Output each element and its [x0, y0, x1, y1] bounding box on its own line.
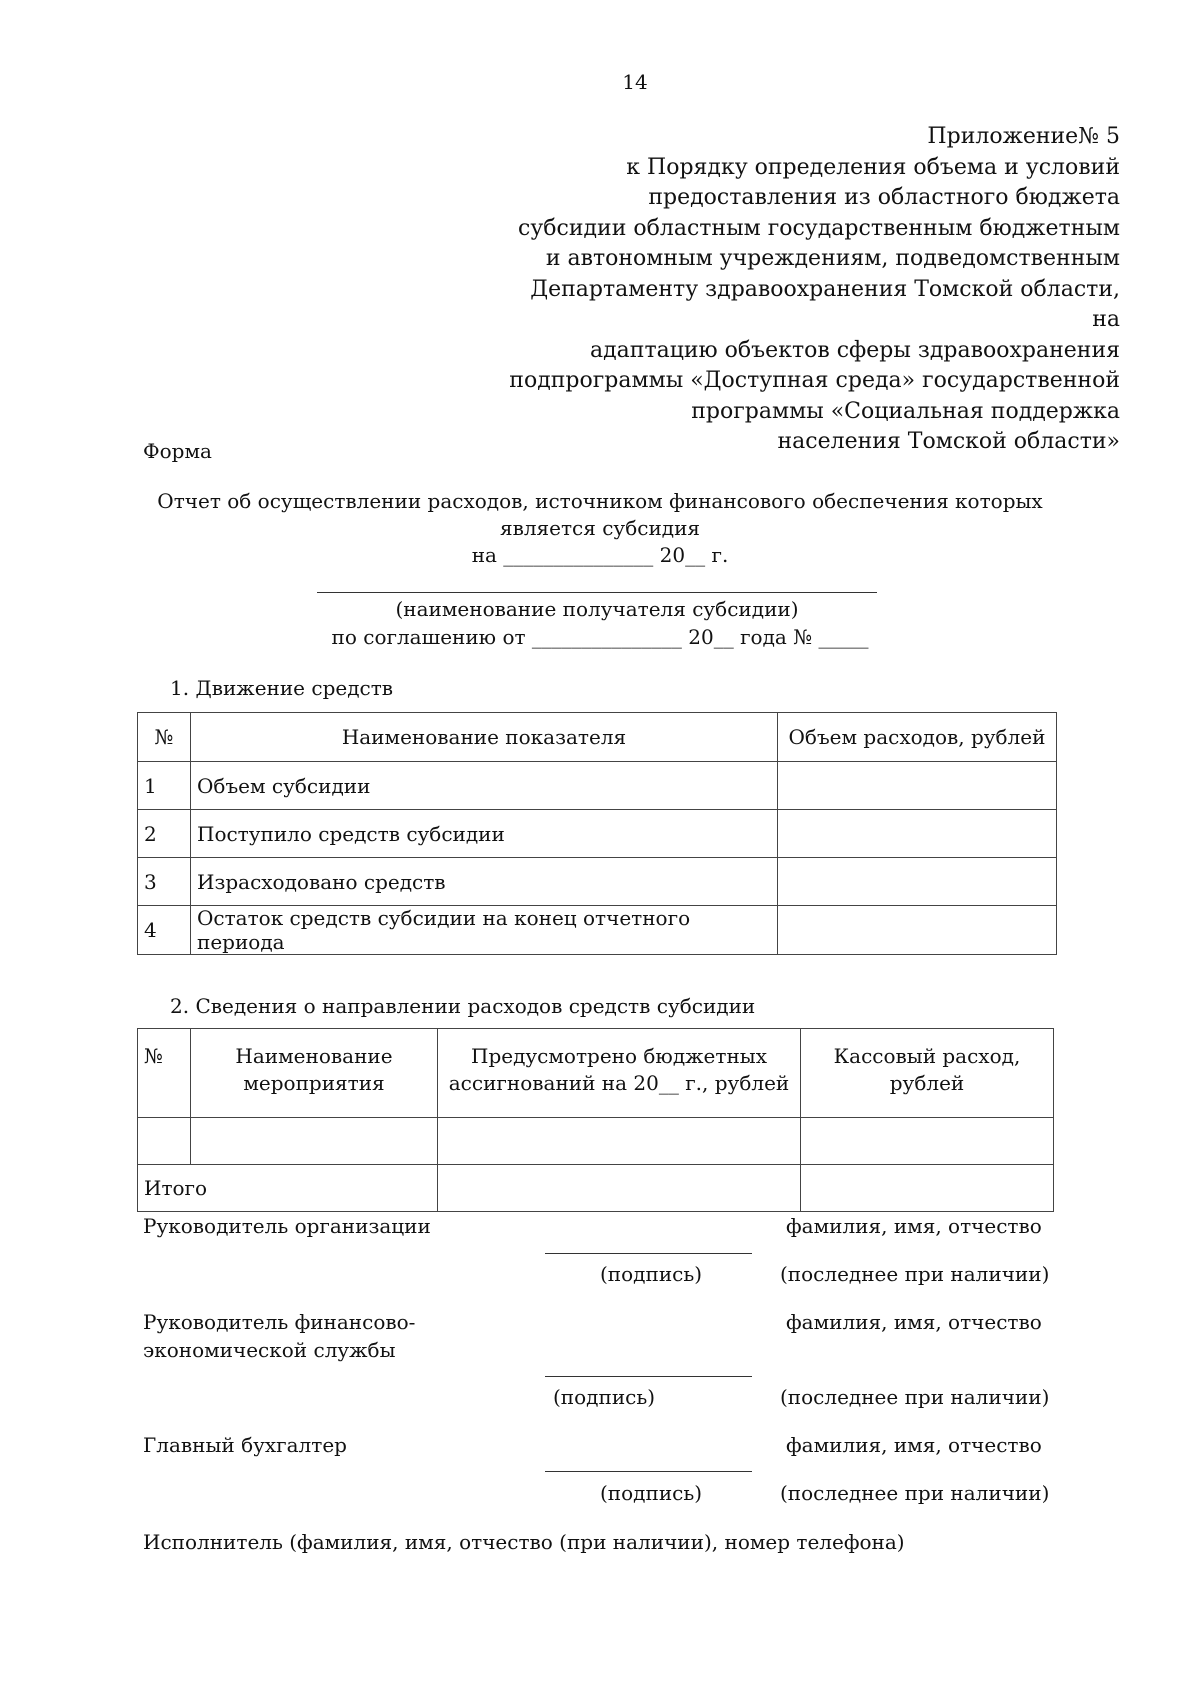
row-number[interactable] [138, 1118, 191, 1165]
agreement-line: по соглашению от _______________ 20__ года № _____ [331, 625, 869, 649]
signature-caption: (подпись) [600, 1262, 703, 1286]
table-row [138, 1118, 1054, 1165]
page-number: 14 [622, 70, 648, 94]
section1-title: 1. Движение средств [170, 676, 394, 700]
total-planned[interactable] [438, 1165, 801, 1212]
table-header-row [138, 1029, 1054, 1118]
fio-caption: фамилия, имя, отчество [786, 1214, 1042, 1238]
signature-line[interactable] [545, 1376, 752, 1377]
row-number: 1 [138, 762, 191, 810]
row-amount[interactable] [778, 906, 1057, 955]
title-line: является субсидия [499, 516, 701, 540]
signature-line[interactable] [545, 1253, 752, 1254]
row-cash[interactable] [801, 1118, 1054, 1165]
executor-line: Исполнитель (фамилия, имя, отчество (при наличии), номер телефона) [143, 1530, 905, 1554]
fio-caption: фамилия, имя, отчество [786, 1310, 1042, 1334]
table-header-row [138, 713, 1057, 762]
title-line: Отчет об осуществлении расходов, источником финансового обеспечения которых [157, 489, 1043, 513]
chief-accountant-label: Главный бухгалтер [143, 1433, 347, 1457]
appendix-line: предоставления из областного бюджета [648, 185, 1120, 210]
row-number: 3 [138, 858, 191, 906]
header-line: Наименование [235, 1044, 393, 1068]
report-title [140, 488, 1060, 569]
total-row [138, 1165, 1054, 1212]
fio-note: (последнее при наличии) [780, 1385, 1050, 1409]
row-event[interactable] [191, 1118, 438, 1165]
col-number-header: № [138, 1029, 191, 1118]
head-fin-label-line1: Руководитель финансово- [143, 1310, 416, 1334]
header-line: мероприятия [243, 1071, 385, 1095]
appendix-line: субсидии областным государственным бюджетным [518, 215, 1120, 241]
row-name: Остаток средств субсидии на конец отчетного периода [191, 906, 778, 955]
table-row [138, 762, 1057, 810]
row-planned[interactable] [438, 1118, 801, 1165]
title-line: на _______________ 20__ г. [471, 543, 729, 567]
signature-line[interactable] [545, 1471, 752, 1472]
section2-title: 2. Сведения о направлении расходов средств субсидии [170, 994, 756, 1018]
col-number-header: № [138, 713, 191, 762]
table-row [138, 858, 1057, 906]
col-amount-header: Объем расходов, рублей [778, 713, 1057, 762]
appendix-line: адаптацию объектов сферы здравоохранения [590, 337, 1120, 363]
total-cash[interactable] [801, 1165, 1054, 1212]
row-amount[interactable] [778, 858, 1057, 906]
col-cash-header [801, 1029, 1054, 1118]
fio-note: (последнее при наличии) [780, 1481, 1050, 1505]
form-label: Форма [143, 439, 212, 463]
appendix-line: программы «Социальная поддержка [691, 398, 1120, 424]
header-line: Кассовый расход, [833, 1044, 1021, 1068]
header-line: Предусмотрено бюджетных [471, 1044, 767, 1068]
row-name: Израсходовано средств [191, 858, 778, 906]
total-label: Итого [138, 1165, 438, 1212]
recipient-line [317, 592, 877, 593]
row-name: Поступило средств субсидии [191, 810, 778, 858]
appendix-line: к Порядку определения объема и условий [626, 154, 1120, 180]
header-line: рублей [889, 1071, 965, 1095]
fio-caption: фамилия, имя, отчество [786, 1433, 1042, 1457]
signature-caption: (подпись) [600, 1481, 703, 1505]
appendix-line: и автономным учреждениям, подведомственным [545, 246, 1120, 271]
row-name: Объем субсидии [191, 762, 778, 810]
col-event-header [191, 1029, 438, 1118]
row-number: 4 [138, 906, 191, 955]
row-amount[interactable] [778, 762, 1057, 810]
appendix-line: подпрограммы «Доступная среда» государственной [509, 368, 1120, 393]
row-amount[interactable] [778, 810, 1057, 858]
header-line: ассигнований на 20__ г., рублей [448, 1071, 790, 1095]
funds-movement-table [137, 712, 1057, 955]
appendix-line: населения Томской области» [777, 429, 1120, 454]
col-planned-header [438, 1029, 801, 1118]
head-fin-label-line2: экономической службы [143, 1338, 396, 1362]
appendix-line: Приложение№ 5 [927, 124, 1120, 149]
recipient-caption: (наименование получателя субсидии) [395, 597, 799, 621]
row-number: 2 [138, 810, 191, 858]
table-row [138, 906, 1057, 955]
expense-directions-table [137, 1028, 1054, 1212]
signature-caption: (подпись) [553, 1385, 656, 1409]
col-indicator-header: Наименование показателя [191, 713, 778, 762]
head-org-label: Руководитель организации [143, 1214, 431, 1238]
fio-note: (последнее при наличии) [780, 1262, 1050, 1286]
appendix-line: Департаменту здравоохранения Томской области, на [530, 276, 1120, 332]
table-row [138, 810, 1057, 858]
appendix-header [500, 122, 1120, 458]
